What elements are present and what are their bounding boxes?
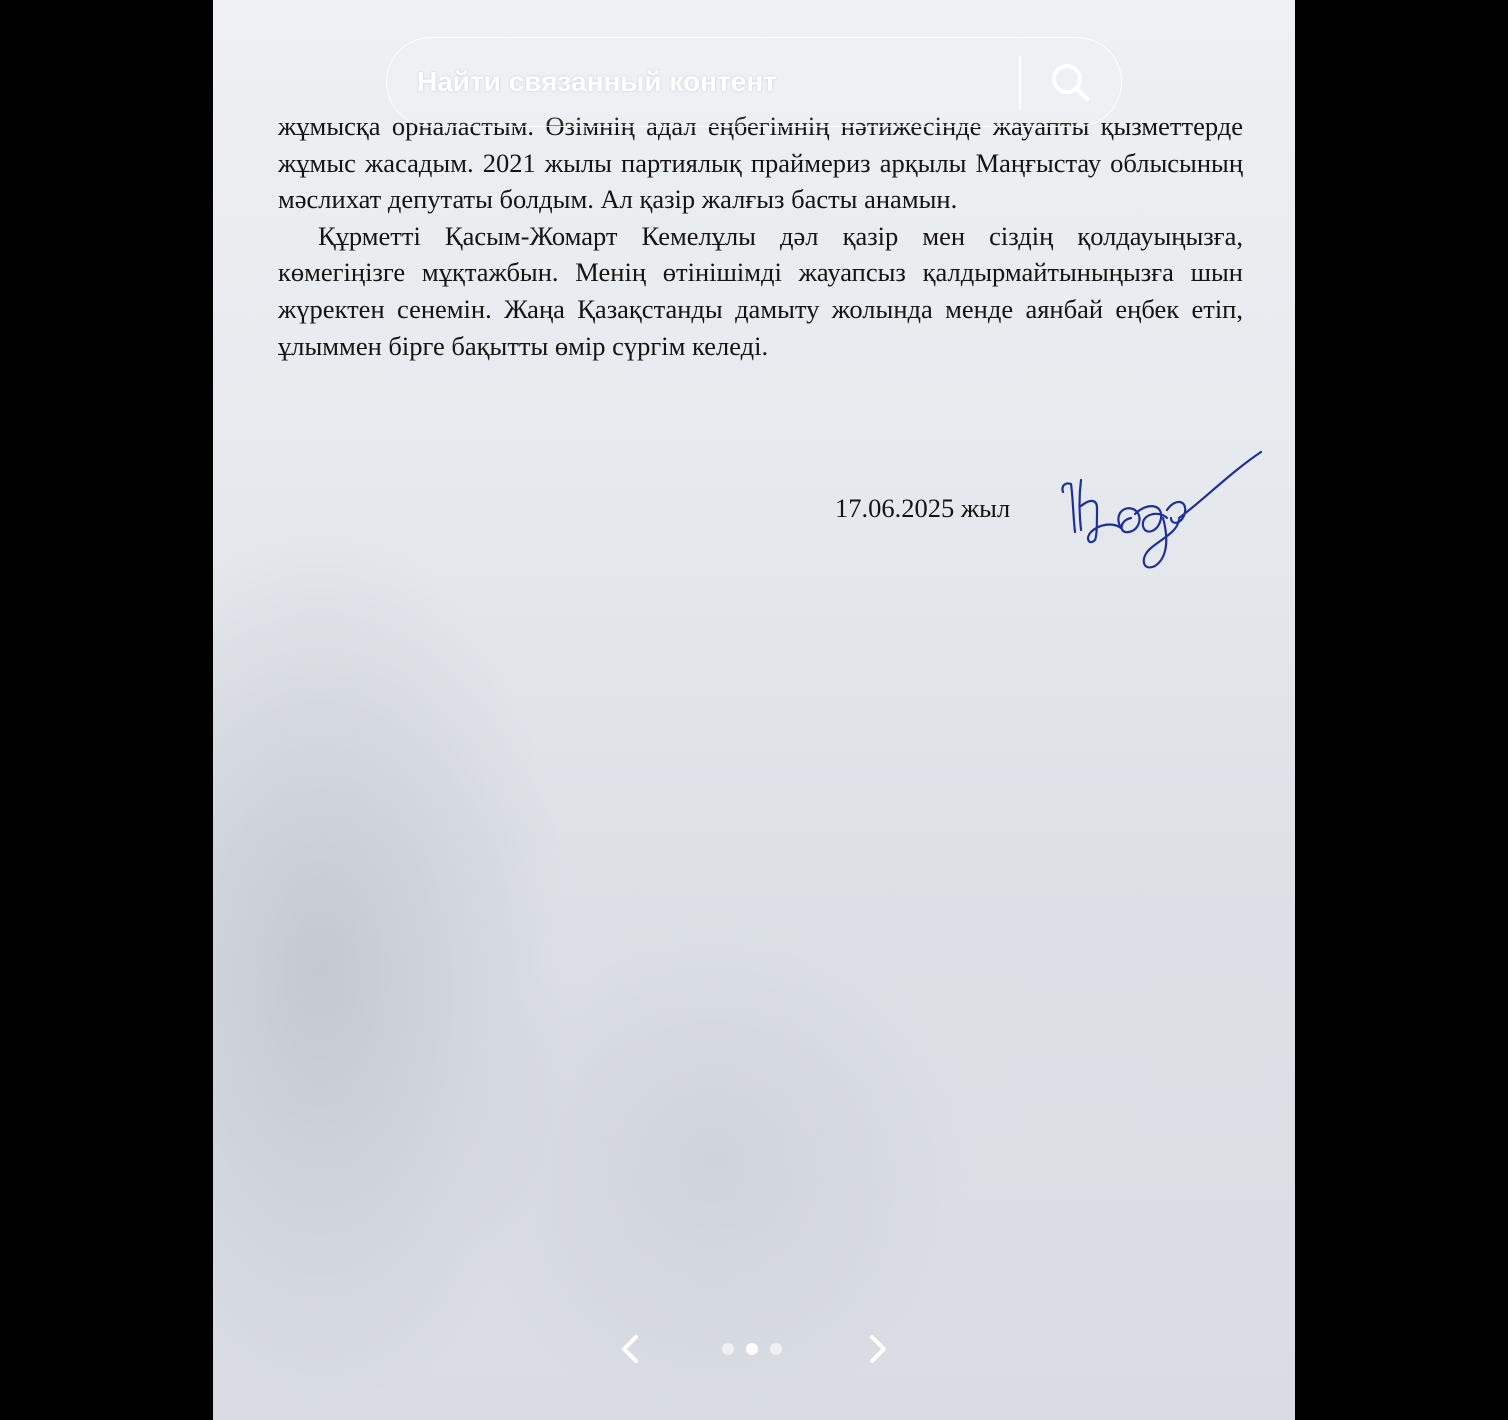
text-line: көмегіңізге мұқтажбын. Менің өтінішімді жауапсыз қалдырмайтыныңызға	[278, 257, 1174, 288]
search-divider	[1019, 56, 1021, 110]
letter-body	[278, 108, 1243, 364]
text-line: Маңғыстау облысының мәслихат депутаты болдым. Ал қазір жалғыз басты	[278, 147, 1244, 215]
chevron-right-icon	[858, 1331, 894, 1367]
chevron-left-icon	[614, 1331, 650, 1367]
paper-shadow	[213, 520, 573, 1420]
text-line: Құрметті Қасым-Жомарт Кемелұлы дәл қазір мен сіздің қолдауыңызға,	[318, 220, 1243, 251]
carousel-pagination	[722, 1342, 782, 1356]
page-dot-active[interactable]	[746, 1343, 758, 1355]
letter-date: 17.06.2025 жыл	[835, 493, 1011, 523]
search-button[interactable]	[1027, 38, 1121, 125]
paragraph-2	[278, 218, 1243, 364]
previous-image-button[interactable]	[614, 1331, 650, 1367]
paper-shadow-secondary	[453, 900, 973, 1420]
text-line: жұмысқа орналастым. Өзімнің адал еңбегімнің нәтижесінде жауапты	[278, 111, 1090, 141]
text-line: еңбек етіп, ұлыммен бірге бақытты өмір сүргім келеді.	[278, 293, 1243, 361]
text-line: қызметтерде жұмыс жасадым. 2021 жылы партиялық праймериз арқылы	[278, 111, 1243, 178]
text-line: шын жүректен сенемін. Жаңа Қазақстанды дамыту жолында менде аянбай	[278, 257, 1243, 324]
handwritten-signature	[1051, 448, 1263, 576]
text-line: анамын.	[864, 184, 958, 215]
page-dot[interactable]	[722, 1343, 734, 1355]
search-icon	[1049, 61, 1093, 105]
next-image-button[interactable]	[858, 1331, 894, 1367]
page-dot[interactable]	[770, 1343, 782, 1355]
search-label: Найти связанный контент	[417, 66, 777, 97]
search-related-content-bar[interactable]	[386, 37, 1122, 127]
document-photo	[213, 0, 1295, 1420]
